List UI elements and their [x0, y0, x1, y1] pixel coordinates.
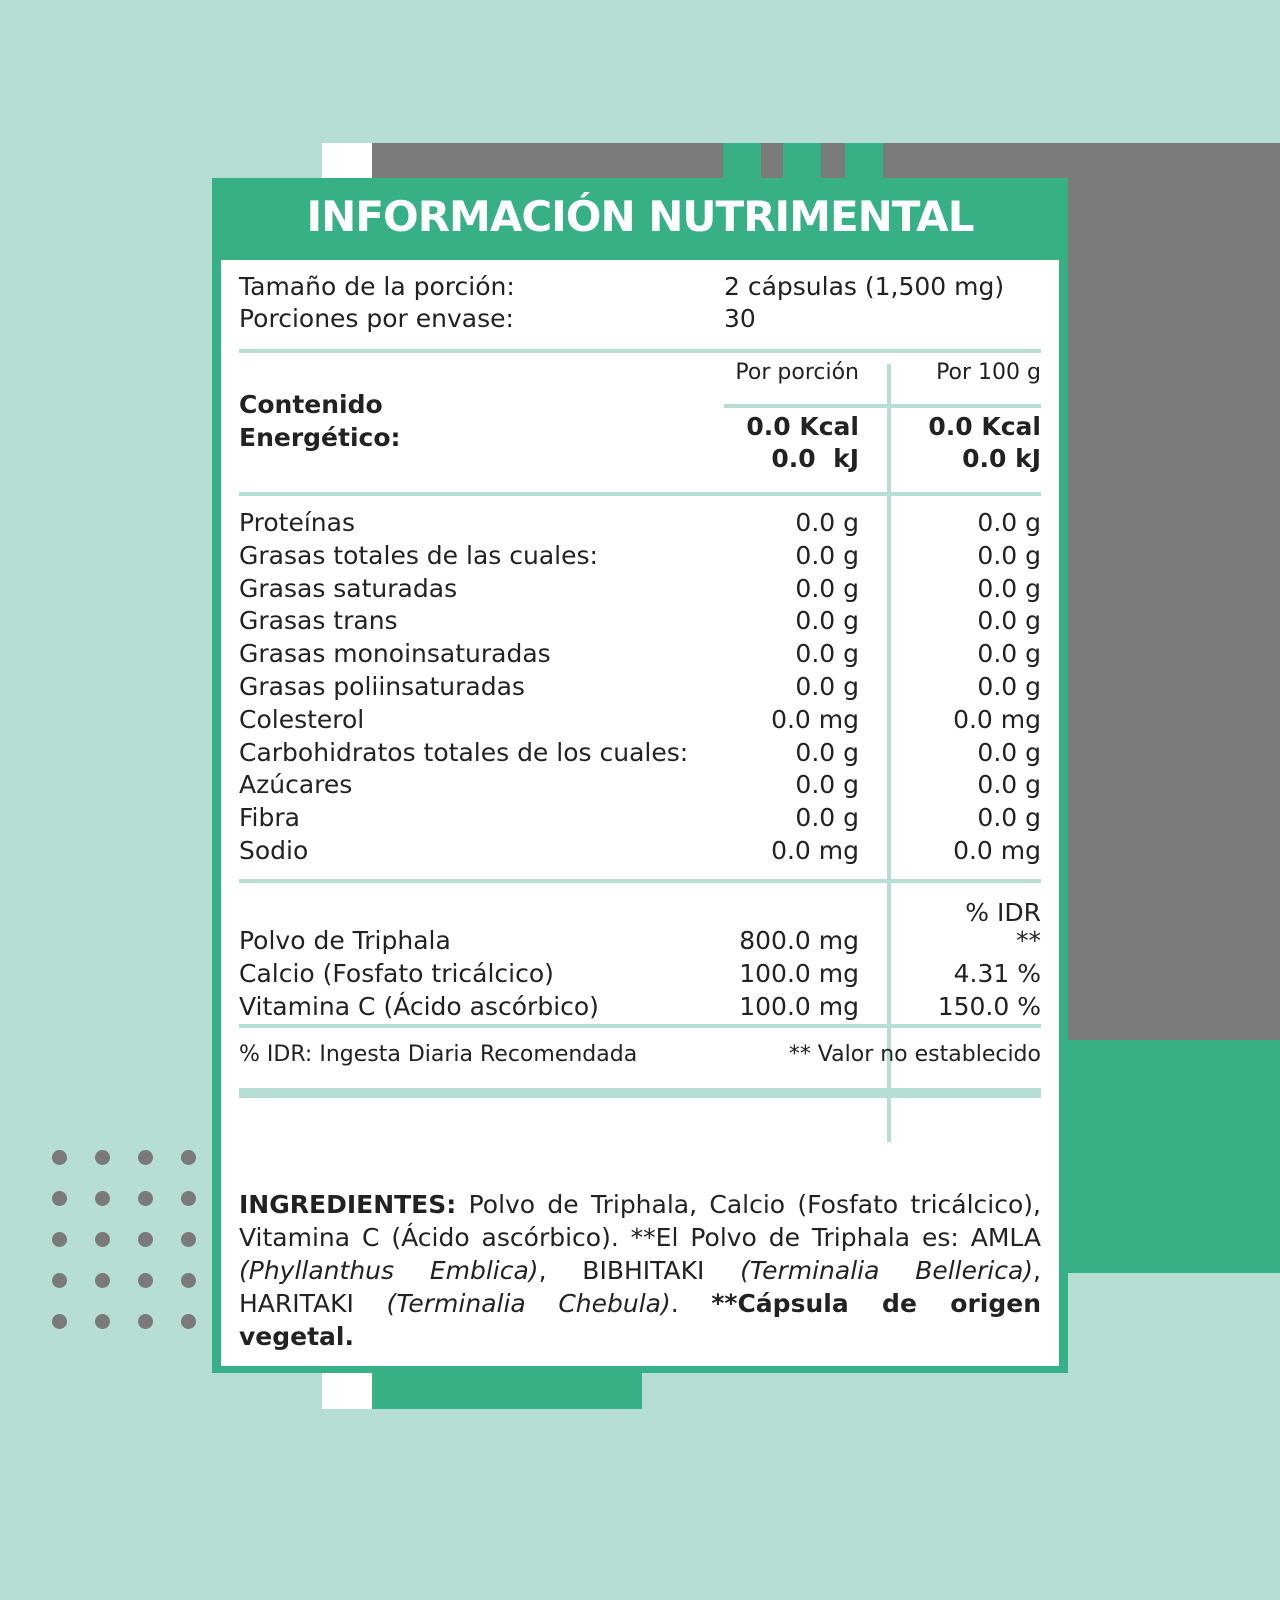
- nutrient-per-100g: 0.0 g: [977, 573, 1041, 603]
- nutrient-per-100g: 0.0 g: [977, 737, 1041, 767]
- nutrient-name: Grasas saturadas: [239, 573, 458, 603]
- nutrient-per-serving: 0.0 g: [795, 737, 859, 767]
- servings-per-container-value: 30: [724, 304, 756, 333]
- energy-label: Contenido: [239, 390, 383, 419]
- divider: [239, 349, 1041, 353]
- nutrient-per-serving: 0.0 g: [795, 606, 859, 636]
- active-ingredient-amount: 100.0 mg: [739, 959, 859, 988]
- nutrient-per-serving: 0.0 g: [795, 639, 859, 669]
- nutrient-per-serving: 0.0 g: [795, 508, 859, 537]
- nutrient-per-100g: 0.0 g: [977, 606, 1041, 636]
- active-ingredient-idr: 150.0 %: [937, 992, 1041, 1021]
- serving-size-label: Tamaño de la porción:: [239, 272, 515, 301]
- ingredients-part: , HARITAKI: [239, 1256, 1041, 1318]
- decorative-dot: [52, 1273, 67, 1288]
- not-established-footnote: ** Valor no establecido: [788, 1042, 1041, 1067]
- decorative-dot: [52, 1232, 67, 1247]
- nutrient-name: Proteínas: [239, 508, 355, 537]
- active-ingredient-name: [239, 924, 451, 957]
- nutrient-name: Fibra: [239, 803, 300, 833]
- nutrient-name: Sodio: [239, 836, 309, 865]
- active-name: Polvo de Triphala: [239, 926, 451, 955]
- serving-size-value: 2 cápsulas (1,500 mg): [724, 272, 1005, 301]
- nutrient-name: Azúcares: [239, 770, 353, 800]
- divider: [239, 1024, 1041, 1028]
- decorative-dot: [95, 1314, 110, 1329]
- nutrient-per-serving: 0.0 mg: [771, 704, 859, 734]
- active-ingredient-idr: **: [1016, 926, 1041, 955]
- decorative-dot: [138, 1273, 153, 1288]
- active-detail: (Fosfato tricálcico): [314, 959, 554, 988]
- nutrient-name: Carbohidratos totales de los cuales:: [239, 737, 689, 767]
- decorative-dot: [181, 1150, 196, 1165]
- nutrient-per-100g: 0.0 g: [977, 803, 1041, 833]
- active-name: Vitamina C: [239, 992, 376, 1021]
- nutrient-per-100g: 0.0 g: [977, 672, 1041, 701]
- nutrient-per-serving: 0.0 g: [795, 573, 859, 603]
- green-accent-block: [1060, 1040, 1280, 1273]
- decorative-dot: [181, 1191, 196, 1206]
- energy-kcal-per-100g: 0.0 Kcal: [928, 412, 1041, 441]
- decorative-dot: [181, 1273, 196, 1288]
- nutrient-per-serving: 0.0 g: [795, 770, 859, 800]
- decorative-dot: [138, 1150, 153, 1165]
- idr-header: % IDR: [965, 898, 1041, 927]
- decorative-dot: [52, 1191, 67, 1206]
- capsule-note: **Cápsula de origen vegetal.: [239, 1289, 1041, 1351]
- nutrient-per-100g: 0.0 mg: [953, 704, 1041, 734]
- decorative-dot: [52, 1314, 67, 1329]
- ingredients-scientific-name: (Terminalia Chebula): [386, 1289, 671, 1318]
- nutrient-per-100g: 0.0 mg: [953, 836, 1041, 865]
- energy-kcal-per-serving: 0.0 Kcal: [746, 412, 859, 441]
- energy-kj-per-serving: 0.0 kJ: [771, 444, 859, 473]
- decorative-dot: [95, 1232, 110, 1247]
- nutrient-name: Grasas trans: [239, 606, 398, 636]
- ingredients-scientific-name: (Terminalia Bellerica): [740, 1256, 1034, 1285]
- ingredients-part: Polvo de Triphala, Calcio (Fosfato tricálcico), Vitamina C (Ácido ascórbico). **El Polvo de Triphala es: AMLA: [239, 1190, 1041, 1252]
- decorative-dot: [138, 1232, 153, 1247]
- decorative-dot: [52, 1150, 67, 1165]
- column-header-per-100g: Por 100 g: [936, 360, 1041, 385]
- decorative-dot: [95, 1273, 110, 1288]
- ingredients-part: , BIBHITAKI: [538, 1256, 741, 1285]
- nutrient-per-100g: 0.0 g: [977, 770, 1041, 800]
- servings-per-container-label: Porciones por envase:: [239, 304, 514, 333]
- decorative-dot: [138, 1314, 153, 1329]
- nutrient-name: Colesterol: [239, 704, 365, 734]
- nutrient-name: Grasas monoinsaturadas: [239, 639, 551, 669]
- decorative-dot: [138, 1191, 153, 1206]
- nutrition-table: [221, 260, 1059, 1366]
- label-title: INFORMACIÓN NUTRIMENTAL: [306, 192, 974, 241]
- divider: [239, 879, 1041, 883]
- column-header-per-serving: Por porción: [735, 360, 859, 385]
- dot-grid-decoration: [52, 1150, 212, 1340]
- nutrient-per-serving: 0.0 g: [795, 672, 859, 701]
- active-ingredient-idr: 4.31 %: [953, 959, 1041, 988]
- nutrient-name: Grasas totales de las cuales:: [239, 540, 598, 570]
- decorative-dot: [95, 1191, 110, 1206]
- nutrient-per-100g: 0.0 g: [977, 540, 1041, 570]
- divider: [239, 1088, 1041, 1098]
- divider: [239, 492, 1041, 496]
- nutrient-per-serving: 0.0 mg: [771, 836, 859, 865]
- green-tab: [723, 143, 761, 181]
- active-ingredient-amount: 100.0 mg: [739, 992, 859, 1021]
- ingredients-part: .: [670, 1289, 712, 1318]
- active-ingredient-name: [239, 957, 554, 990]
- nutrient-per-100g: 0.0 g: [977, 639, 1041, 669]
- white-accent-square: [322, 143, 372, 179]
- idr-footnote: % IDR: Ingesta Diaria Recomendada: [239, 1042, 638, 1067]
- energy-kj-per-100g: 0.0 kJ: [962, 444, 1041, 473]
- ingredients-scientific-name: (Phyllanthus Emblica): [239, 1256, 539, 1285]
- nutrient-name: Grasas poliinsaturadas: [239, 672, 525, 701]
- decorative-dot: [181, 1314, 196, 1329]
- active-detail: (Ácido ascórbico): [375, 992, 599, 1021]
- ingredients-label: INGREDIENTES:: [239, 1190, 457, 1219]
- energy-label: Energético:: [239, 423, 401, 452]
- nutrient-per-serving: 0.0 g: [795, 540, 859, 570]
- decorative-dot: [181, 1232, 196, 1247]
- decorative-dot: [95, 1150, 110, 1165]
- active-ingredient-amount: 800.0 mg: [739, 926, 859, 955]
- nutrition-label-card: [212, 178, 1068, 1373]
- ingredients-text: [239, 1188, 1041, 1353]
- active-ingredient-name: [239, 990, 599, 1023]
- nutrient-per-100g: 0.0 g: [977, 508, 1041, 537]
- green-tab: [845, 143, 883, 181]
- active-name: Calcio: [239, 959, 315, 988]
- nutrient-per-serving: 0.0 g: [795, 803, 859, 833]
- divider: [724, 404, 1041, 408]
- green-tab: [783, 143, 821, 181]
